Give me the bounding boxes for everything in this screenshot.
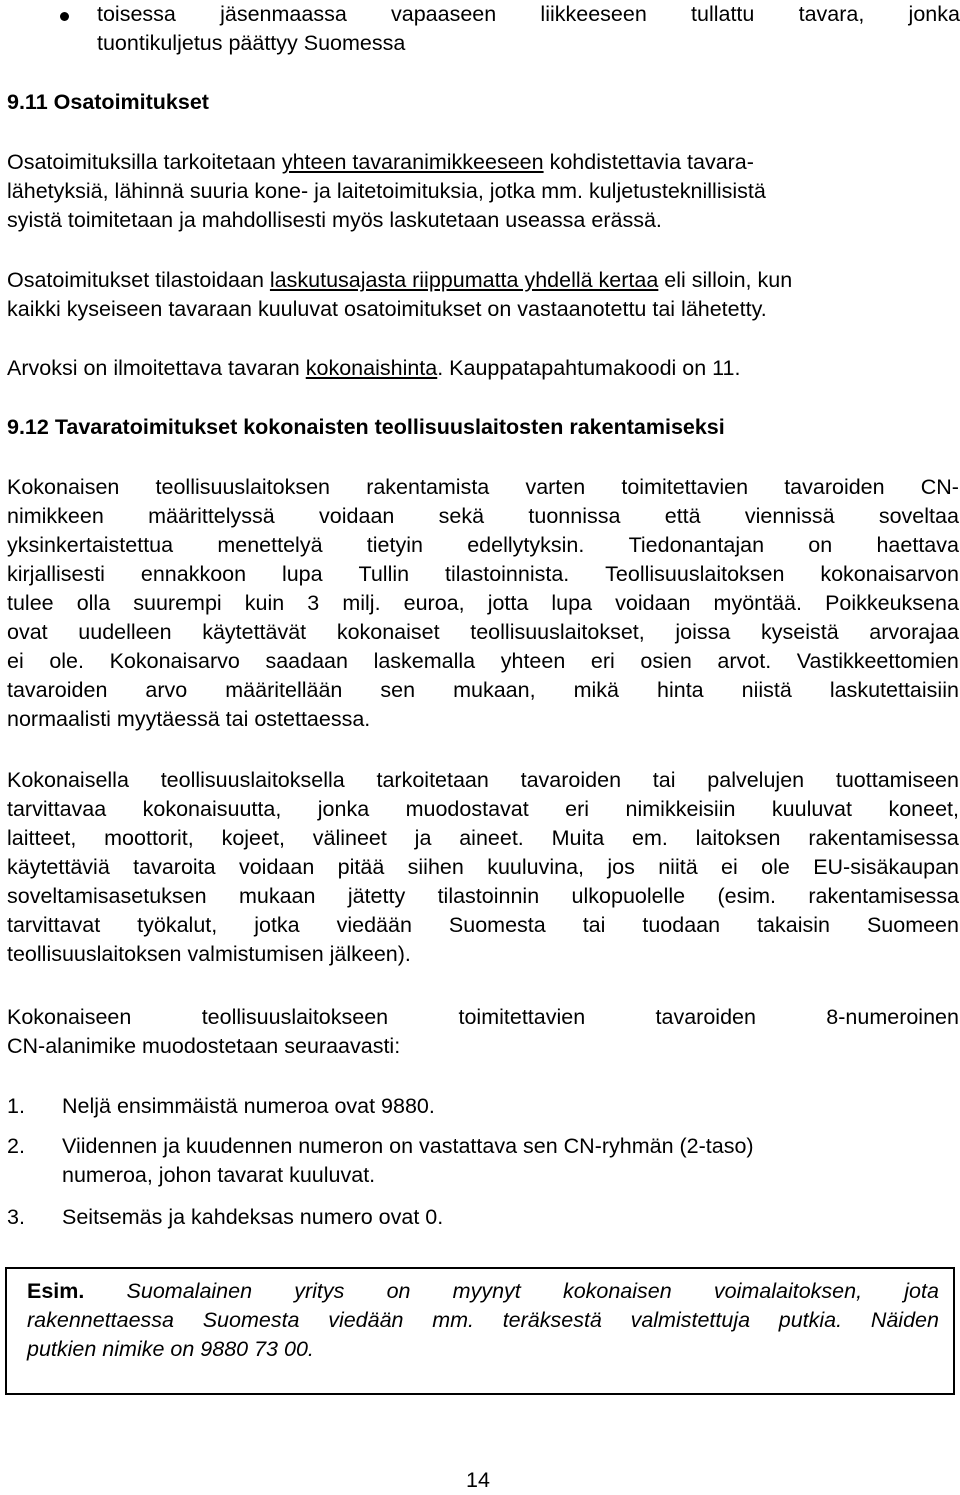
- word: ennakkoon: [140, 562, 247, 586]
- word: määritellään: [225, 678, 343, 702]
- word: sen: [380, 678, 416, 702]
- paragraph-line: [7, 911, 959, 940]
- word: osien: [640, 649, 692, 673]
- word: tavaroiden: [7, 678, 108, 702]
- paragraph-line: [7, 824, 959, 853]
- word: em.: [631, 826, 668, 850]
- text-run: Arvoksi on ilmoitettava tavaran: [7, 356, 306, 380]
- paragraph-line: [7, 531, 959, 560]
- word: palvelujen: [707, 768, 805, 792]
- word: takaisin: [757, 913, 830, 937]
- word: hinta: [657, 678, 704, 702]
- word: kuin: [244, 591, 285, 615]
- word: tuonnissa: [528, 504, 621, 528]
- word: liikkeeseen: [540, 2, 647, 26]
- word: 3: [307, 591, 320, 615]
- word: vapaaseen: [391, 2, 497, 26]
- word: viedään: [336, 913, 412, 937]
- word: ovat: [7, 620, 48, 644]
- word: haettava: [876, 533, 959, 557]
- word: laskemalla: [373, 649, 476, 673]
- word: rakentamisessa: [808, 884, 959, 908]
- word: (esim.: [717, 884, 777, 908]
- paragraph-line: [7, 647, 959, 676]
- word: jäsenmaassa: [220, 2, 347, 26]
- example-line: putkien nimike on 9880 73 00.: [27, 1337, 314, 1361]
- underlined-term: yhteen tavaranimikkeeseen: [281, 150, 544, 174]
- word: Poikkeuksena: [825, 591, 959, 615]
- paragraph-line: syistä toimitetaan ja mahdollisesti myös laskutetaan useassa erässä.: [7, 208, 662, 232]
- word: tavara,: [798, 2, 865, 26]
- word: Suomesta: [202, 1308, 300, 1332]
- word: euroa,: [403, 591, 465, 615]
- word: CN-: [920, 475, 959, 499]
- word: siihen: [407, 855, 464, 879]
- word: tavaroita: [133, 855, 216, 879]
- paragraph-line: [7, 766, 959, 795]
- page-number: 14: [466, 1468, 490, 1492]
- word: arvorajaa: [869, 620, 959, 644]
- bullet-line-1: [97, 0, 960, 29]
- word: moottorit,: [104, 826, 194, 850]
- underlined-term: laskutusajasta riippumatta yhdellä kertaa: [269, 268, 659, 292]
- list-number: 3.: [7, 1205, 25, 1229]
- word: mukaan: [238, 884, 316, 908]
- word: soveltamisasetuksen: [7, 884, 207, 908]
- word: jonka: [317, 797, 370, 821]
- text-run: Osatoimitukset tilastoidaan: [7, 268, 270, 292]
- paragraph-line: [7, 266, 792, 295]
- paragraph-line: [7, 853, 959, 882]
- word: jätetty: [347, 884, 406, 908]
- paragraph-line: [7, 676, 959, 705]
- word: kuuluvina,: [487, 855, 585, 879]
- list-item-text: numeroa, johon tavarat kuuluvat.: [62, 1163, 376, 1187]
- paragraph-line: [7, 795, 959, 824]
- word: on: [386, 1279, 411, 1303]
- word: yksinkertaistettua: [7, 533, 174, 557]
- word: jotta: [487, 591, 529, 615]
- paragraph-line: teollisuuslaitoksen valmistumisen jälkeen).: [7, 942, 411, 966]
- word: laitoksen: [695, 826, 781, 850]
- word: myöntää.: [713, 591, 802, 615]
- word: jotka: [254, 913, 300, 937]
- word: rakennettaessa: [27, 1308, 175, 1332]
- paragraph-line: normaalisti myytäessä tai ostettaessa.: [7, 707, 371, 731]
- list-item-text: Viidennen ja kuudennen numeron on vastattava sen CN-ryhmän (2-taso): [62, 1134, 754, 1158]
- word: suurempi: [133, 591, 222, 615]
- word: teollisuuslaitoksella: [160, 768, 345, 792]
- word: toimitettavien: [458, 1005, 586, 1029]
- word: putkia.: [778, 1308, 843, 1332]
- word: Muita: [551, 826, 605, 850]
- word: tuottamiseen: [835, 768, 959, 792]
- word: teollisuuslaitokseen: [201, 1005, 389, 1029]
- section-heading-9-12: 9.12 Tavaratoimitukset kokonaisten teollisuuslaitosten rakentamiseksi: [7, 415, 725, 439]
- word: aineet.: [459, 826, 524, 850]
- word: koneet,: [888, 797, 959, 821]
- word: mikä: [573, 678, 619, 702]
- word: välineet: [312, 826, 387, 850]
- paragraph-line: kaikki kyseiseen tavaraan kuuluvat osatoimitukset on vastaanotettu tai lähetetty.: [7, 297, 767, 321]
- word: teollisuuslaitoksen: [155, 475, 331, 499]
- list-number: 2.: [7, 1134, 25, 1158]
- word: toimitettavien: [621, 475, 749, 499]
- text-run: . Kauppatapahtumakoodi on 11.: [437, 356, 741, 380]
- word: kojeet,: [221, 826, 285, 850]
- word: käytettäviä: [7, 855, 110, 879]
- word: arvo: [145, 678, 188, 702]
- word: Tiedonantajan: [628, 533, 765, 557]
- word: Näiden: [870, 1308, 939, 1332]
- word: lupa: [551, 591, 593, 615]
- word: teollisuuslaitokset,: [470, 620, 645, 644]
- word: tavaroiden: [520, 768, 622, 792]
- paragraph-line: lähetyksiä, lähinnä suuria kone- ja laitetoimituksia, jotka mm. kuljetusteknillisistä: [7, 179, 766, 203]
- text-segment: [7, 148, 754, 177]
- word: niitä: [658, 855, 698, 879]
- text-run: kohdistettavia tavara-: [543, 150, 754, 174]
- word: yritys: [294, 1279, 345, 1303]
- word: ei: [721, 855, 738, 879]
- word: tulee: [7, 591, 54, 615]
- word: nimikkeisiin: [625, 797, 736, 821]
- word: niistä: [741, 678, 792, 702]
- word: ja: [414, 826, 432, 850]
- paragraph-line: CN-alanimike muodostetaan seuraavasti:: [7, 1034, 401, 1058]
- word: käytettävät: [202, 620, 307, 644]
- list-item-text: Seitsemäs ja kahdeksas numero ovat 0.: [62, 1205, 444, 1229]
- word: kokonaisuutta,: [142, 797, 282, 821]
- word: EU-sisäkaupan: [813, 855, 959, 879]
- word: jos: [607, 855, 635, 879]
- word: joissa: [675, 620, 731, 644]
- bullet-line-2: tuontikuljetus päättyy Suomessa: [97, 31, 406, 55]
- word: kokonaisarvon: [820, 562, 959, 586]
- paragraph-line: [7, 473, 959, 502]
- paragraph-line: [7, 618, 959, 647]
- word: sekä: [438, 504, 485, 528]
- word: ole.: [49, 649, 84, 673]
- word: on: [808, 533, 833, 557]
- word: valmistettuja: [630, 1308, 751, 1332]
- word: tilastoinnin: [437, 884, 540, 908]
- word: kokonaiset: [336, 620, 440, 644]
- word: Kokonaisen: [7, 475, 120, 499]
- word: voidaan: [238, 855, 315, 879]
- word: Teollisuuslaitoksen: [605, 562, 785, 586]
- word: 8-numeroinen: [826, 1005, 959, 1029]
- word: viedään: [328, 1308, 404, 1332]
- word: pitää: [337, 855, 385, 879]
- word: kyseistä: [760, 620, 839, 644]
- word: laskutettaisiin: [829, 678, 959, 702]
- word: Suomalainen: [126, 1279, 253, 1303]
- word: Kokonaisella: [7, 768, 129, 792]
- list-number: 1.: [7, 1094, 25, 1118]
- word: Kokonaisarvo: [109, 649, 240, 673]
- word: tarkoitetaan: [376, 768, 489, 792]
- word: Kokonaiseen: [7, 1005, 132, 1029]
- bullet-icon: [60, 12, 69, 21]
- word: ole: [761, 855, 790, 879]
- text-run: Osatoimituksilla tarkoitetaan: [7, 150, 282, 174]
- list-item-text: Neljä ensimmäistä numeroa ovat 9880.: [62, 1094, 435, 1118]
- word: Suomeen: [866, 913, 959, 937]
- word: uudelleen: [78, 620, 172, 644]
- text-run: eli silloin, kun: [658, 268, 793, 292]
- word: milj.: [342, 591, 381, 615]
- example-line: [27, 1306, 939, 1335]
- word: tavaroiden: [784, 475, 885, 499]
- word: rakentamista: [366, 475, 490, 499]
- word: tai: [582, 913, 606, 937]
- word: menettelyä: [217, 533, 323, 557]
- word: rakentamisessa: [808, 826, 959, 850]
- paragraph-line: [7, 502, 959, 531]
- paragraph-line: [7, 1003, 959, 1032]
- word: yhteen: [500, 649, 566, 673]
- section-heading-9-11: 9.11 Osatoimitukset: [7, 90, 209, 114]
- word: tullattu: [691, 2, 755, 26]
- example-label: Esim.: [27, 1279, 85, 1303]
- word: varten: [525, 475, 586, 499]
- word: nimikkeen: [7, 504, 104, 528]
- word: kokonaisen: [562, 1279, 672, 1303]
- word: tarvittavat: [7, 913, 101, 937]
- paragraph-line: [7, 148, 959, 177]
- word: voidaan: [615, 591, 691, 615]
- word: jonka: [908, 2, 960, 26]
- word: tietyin: [366, 533, 423, 557]
- word: kirjallisesti: [7, 562, 105, 586]
- word: edellytyksin.: [467, 533, 585, 557]
- bullet-list-item: [0, 0, 960, 60]
- paragraph-line: [7, 560, 959, 589]
- word: tarvittavaa: [7, 797, 107, 821]
- word: kuuluvat: [771, 797, 852, 821]
- word: jota: [904, 1279, 939, 1303]
- word: laitteet,: [7, 826, 77, 850]
- word: arvot.: [717, 649, 772, 673]
- word: ei: [7, 649, 24, 673]
- word: viennissä: [744, 504, 835, 528]
- word: eri: [590, 649, 615, 673]
- word: lupa: [281, 562, 323, 586]
- word: muodostavat: [405, 797, 529, 821]
- word: määrittelyssä: [148, 504, 275, 528]
- word: voimalaitoksen,: [713, 1279, 863, 1303]
- word: mm.: [432, 1308, 475, 1332]
- word: työkalut,: [137, 913, 218, 937]
- word: olla: [76, 591, 111, 615]
- word: eri: [565, 797, 590, 821]
- word: teräksestä: [502, 1308, 602, 1332]
- word: soveltaa: [878, 504, 959, 528]
- word: ulkopuolelle: [571, 884, 686, 908]
- word: Tullin: [358, 562, 410, 586]
- word: toisessa: [97, 2, 176, 26]
- word: Suomesta: [448, 913, 546, 937]
- word: myynyt: [452, 1279, 521, 1303]
- word: tai: [652, 768, 676, 792]
- underlined-term: kokonaishinta: [305, 356, 438, 380]
- word: tavaroiden: [655, 1005, 756, 1029]
- word: tilastoinnista.: [444, 562, 570, 586]
- example-line: [27, 1277, 939, 1306]
- paragraph-line: [7, 589, 959, 618]
- paragraph-line: [7, 882, 959, 911]
- example-box: [5, 1267, 955, 1395]
- word: saadaan: [265, 649, 348, 673]
- word: mukaan,: [453, 678, 536, 702]
- word: että: [664, 504, 701, 528]
- paragraph-line: [7, 354, 740, 383]
- word: voidaan: [319, 504, 395, 528]
- word: Vastikkeettomien: [796, 649, 959, 673]
- word: tuodaan: [642, 913, 721, 937]
